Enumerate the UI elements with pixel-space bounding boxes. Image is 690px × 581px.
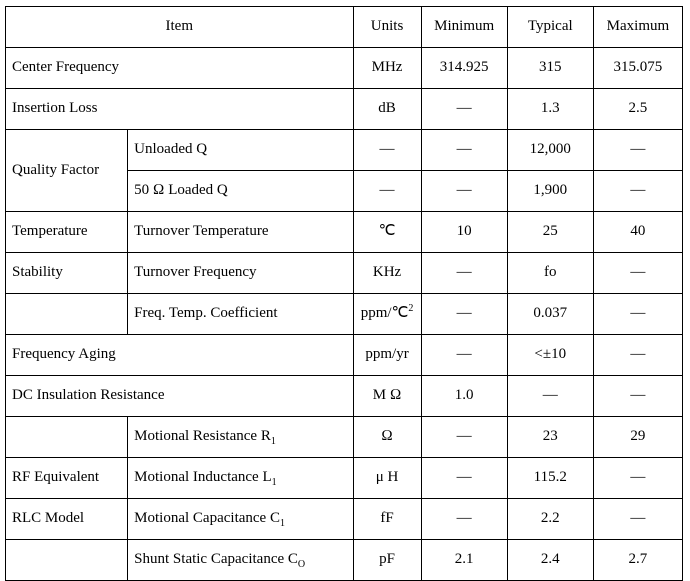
row-label-unloaded-q: Unloaded Q <box>128 130 353 171</box>
group-label-empty <box>6 540 128 581</box>
cell-maximum: — <box>593 499 682 540</box>
header-maximum: Maximum <box>593 7 682 48</box>
row-label-text: Motional Capacitance C <box>134 510 280 527</box>
table-row <box>6 335 683 376</box>
row-label-motional-inductance <box>128 458 353 499</box>
row-label-subscript: 1 <box>279 518 285 530</box>
row-label-subscript: 1 <box>270 436 276 448</box>
row-label-motional-capacitance <box>128 499 353 540</box>
cell-maximum: 40 <box>593 212 682 253</box>
cell-units: ℃ <box>353 212 421 253</box>
cell-units: μ H <box>353 458 421 499</box>
cell-typical: fo <box>507 253 593 294</box>
group-label-rf-equivalent: RF Equivalent <box>6 458 128 499</box>
table-row <box>6 376 683 417</box>
cell-minimum: 2.1 <box>421 540 507 581</box>
row-label-dc-insulation-resistance: DC Insulation Resistance <box>6 376 354 417</box>
cell-units: fF <box>353 499 421 540</box>
header-units: Units <box>353 7 421 48</box>
row-label-shunt-static-capacitance <box>128 540 353 581</box>
row-label-turnover-frequency: Turnover Frequency <box>128 253 353 294</box>
cell-units: pF <box>353 540 421 581</box>
row-label-insertion-loss: Insertion Loss <box>6 89 354 130</box>
table-row <box>6 48 683 89</box>
cell-minimum: — <box>421 130 507 171</box>
cell-typical: 315 <box>507 48 593 89</box>
row-label-loaded-q: 50 Ω Loaded Q <box>128 171 353 212</box>
cell-units-superscript: 2 <box>408 303 414 315</box>
cell-maximum: 315.075 <box>593 48 682 89</box>
cell-maximum: — <box>593 171 682 212</box>
cell-minimum: — <box>421 171 507 212</box>
header-item: Item <box>6 7 354 48</box>
cell-minimum: — <box>421 499 507 540</box>
table-row <box>6 212 683 253</box>
group-label-empty <box>6 417 128 458</box>
row-label-text: Shunt Static Capacitance C <box>134 551 298 568</box>
group-label-quality-factor: Quality Factor <box>6 130 128 212</box>
row-label-text: Motional Inductance L <box>134 469 272 486</box>
group-label-rlc-model: RLC Model <box>6 499 128 540</box>
cell-typical: <±10 <box>507 335 593 376</box>
table-row <box>6 130 683 171</box>
cell-maximum: — <box>593 130 682 171</box>
cell-typical: — <box>507 376 593 417</box>
cell-typical: 115.2 <box>507 458 593 499</box>
table-header-row <box>6 7 683 48</box>
cell-minimum: — <box>421 335 507 376</box>
cell-minimum: — <box>421 294 507 335</box>
cell-typical: 2.2 <box>507 499 593 540</box>
specification-table <box>5 6 683 581</box>
table-row <box>6 253 683 294</box>
cell-minimum: — <box>421 458 507 499</box>
cell-maximum: — <box>593 335 682 376</box>
cell-minimum: — <box>421 417 507 458</box>
cell-maximum: — <box>593 458 682 499</box>
cell-units: Ω <box>353 417 421 458</box>
header-typical: Typical <box>507 7 593 48</box>
cell-typical: 1,900 <box>507 171 593 212</box>
cell-minimum: 10 <box>421 212 507 253</box>
cell-typical: 12,000 <box>507 130 593 171</box>
cell-minimum: 314.925 <box>421 48 507 89</box>
group-label-temperature: Temperature <box>6 212 128 253</box>
group-label-stability: Stability <box>6 253 128 294</box>
header-minimum: Minimum <box>421 7 507 48</box>
row-label-turnover-temperature: Turnover Temperature <box>128 212 353 253</box>
cell-minimum: 1.0 <box>421 376 507 417</box>
table-row <box>6 458 683 499</box>
cell-units-text: ppm/℃ <box>360 305 409 322</box>
cell-units <box>353 294 421 335</box>
cell-minimum: — <box>421 89 507 130</box>
table-row <box>6 89 683 130</box>
cell-units: ppm/yr <box>353 335 421 376</box>
cell-typical: 23 <box>507 417 593 458</box>
cell-typical: 2.4 <box>507 540 593 581</box>
cell-units: — <box>353 130 421 171</box>
row-label-subscript: O <box>297 559 306 571</box>
group-label-empty <box>6 294 128 335</box>
cell-maximum: 29 <box>593 417 682 458</box>
cell-maximum: — <box>593 253 682 294</box>
cell-typical: 0.037 <box>507 294 593 335</box>
cell-units: KHz <box>353 253 421 294</box>
row-label-center-frequency: Center Frequency <box>6 48 354 89</box>
cell-minimum: — <box>421 253 507 294</box>
cell-maximum: — <box>593 294 682 335</box>
cell-typical: 25 <box>507 212 593 253</box>
cell-maximum: 2.7 <box>593 540 682 581</box>
table-row <box>6 294 683 335</box>
cell-maximum: 2.5 <box>593 89 682 130</box>
cell-units: M Ω <box>353 376 421 417</box>
row-label-frequency-aging: Frequency Aging <box>6 335 354 376</box>
cell-maximum: — <box>593 376 682 417</box>
row-label-text: Motional Resistance R <box>134 428 271 445</box>
cell-units: dB <box>353 89 421 130</box>
row-label-motional-resistance <box>128 417 353 458</box>
table-row <box>6 540 683 581</box>
row-label-subscript: 1 <box>271 477 277 489</box>
table-row <box>6 417 683 458</box>
row-label-freq-temp-coefficient: Freq. Temp. Coefficient <box>128 294 353 335</box>
cell-units: — <box>353 171 421 212</box>
cell-typical: 1.3 <box>507 89 593 130</box>
cell-units: MHz <box>353 48 421 89</box>
table-row <box>6 499 683 540</box>
